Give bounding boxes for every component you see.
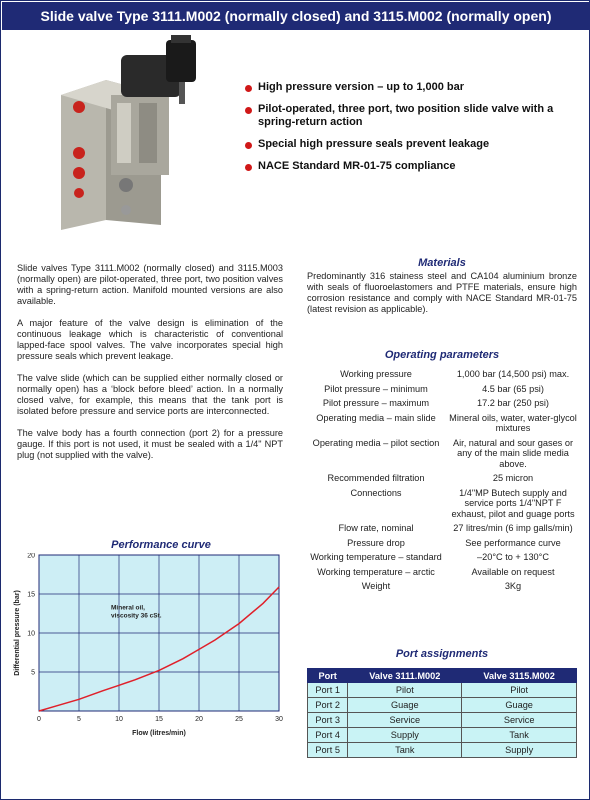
table-header-cell: Port xyxy=(308,669,348,683)
table-cell: Port 1 xyxy=(308,683,348,698)
ports-heading: Port assignments xyxy=(395,648,489,660)
parameter-label: Connections xyxy=(350,487,402,498)
table-cell: Pilot xyxy=(462,683,577,698)
y-axis-label: Differential pressure (bar) xyxy=(14,590,21,676)
parameter-value: 4.5 bar (65 psi) xyxy=(482,383,544,394)
description-paragraph: The valve slide (which can be supplied either normally closed or normally open) has a ‘block before bleed’ action. In a normally closed valve, for example, this means that the tank port is isolated before pressure and service ports are interconnected. xyxy=(17,373,283,416)
feature-list xyxy=(245,81,575,182)
table-header-cell: Valve 3115.M002 xyxy=(462,669,577,683)
table-cell: Port 4 xyxy=(308,728,348,743)
bullet-dot-icon xyxy=(245,85,252,92)
parameter-value: 25 micron xyxy=(492,473,534,483)
table-row xyxy=(308,743,577,758)
page-title: Slide valve Type 3111.M002 (normally closed) and 3115.M002 (normally open) xyxy=(2,2,590,30)
feature-item: Pilot-operated, three port, two position slide valve with a spring-return action xyxy=(245,103,575,129)
parameter-label: Pressure drop xyxy=(347,537,405,548)
x-tick-label: 5 xyxy=(77,716,81,723)
table-row xyxy=(308,683,577,698)
parameter-label: Weight xyxy=(361,581,391,591)
parameter-row xyxy=(307,438,577,470)
parameter-row xyxy=(307,384,577,395)
parameter-value: 27 litres/min (6 imp galls/min) xyxy=(453,523,573,533)
table-cell: Supply xyxy=(348,728,462,743)
table-row xyxy=(308,728,577,743)
parameter-value: –20°C to + 130°C xyxy=(477,552,549,562)
x-tick-label: 10 xyxy=(115,716,123,723)
table-cell: Guage xyxy=(462,698,577,713)
chart-annotation: Mineral oil, xyxy=(111,604,145,612)
feature-item: NACE Standard MR-01-75 compliance xyxy=(245,160,575,173)
parameter-label: Pilot pressure – maximum xyxy=(322,398,430,408)
bullet-dot-icon xyxy=(245,142,252,149)
parameter-value: 1,000 bar (14,500 psi) max. xyxy=(456,369,570,379)
materials-heading: Materials xyxy=(418,257,466,269)
table-cell: Service xyxy=(348,713,462,728)
x-tick-label: 25 xyxy=(235,716,243,723)
parameter-label: Working temperature – standard xyxy=(310,552,442,562)
parameter-row xyxy=(307,523,577,534)
table-cell: Supply xyxy=(462,743,577,758)
table-header-cell: Valve 3111.M002 xyxy=(348,669,462,683)
y-tick-label: 5 xyxy=(31,669,35,677)
parameter-row xyxy=(307,581,577,592)
parameter-value: 17.2 bar (250 psi) xyxy=(476,398,549,408)
parameter-label: Recommended filtration xyxy=(327,473,425,483)
chart-annotation: viscosity 36 cSt. xyxy=(111,612,162,620)
table-cell: Guage xyxy=(348,698,462,713)
table-cell: Tank xyxy=(348,743,462,758)
parameter-value: Air, natural and sour gases or any of the main slide media above. xyxy=(452,437,573,469)
performance-chart-svg xyxy=(9,553,293,739)
bullet-dot-icon xyxy=(245,107,252,114)
performance-chart xyxy=(9,539,293,739)
parameter-label: Operating media – pilot section xyxy=(312,437,440,448)
y-tick-label: 15 xyxy=(27,591,35,599)
x-tick-label: 0 xyxy=(37,716,41,723)
feature-item: Special high pressure seals prevent leakage xyxy=(245,138,575,151)
chart-title: Performance curve xyxy=(111,539,211,551)
x-tick-label: 20 xyxy=(195,716,203,723)
port-table xyxy=(307,668,577,758)
feature-item: High pressure version – up to 1,000 bar xyxy=(245,81,575,94)
parameter-row xyxy=(307,413,577,434)
table-header-row xyxy=(308,669,577,683)
table-row xyxy=(308,698,577,713)
parameter-label: Pilot pressure – minimum xyxy=(324,383,428,394)
x-tick-label: 30 xyxy=(275,716,283,723)
parameter-value: Mineral oils, water, water-glycol mixtures xyxy=(449,412,577,433)
port-assignments xyxy=(307,648,577,758)
parameter-row xyxy=(307,488,577,520)
materials-text: Predominantly 316 stainess steel and CA104 aluminium bronze with seals of fluoroelastomers and PTFE materials, ensure high corrosion resistance and comply with NACE Standard MR-01-75 (latest revision as applicable). xyxy=(307,271,577,314)
valve-product-image xyxy=(51,35,221,235)
parameter-value: 3Kg xyxy=(504,581,522,591)
parameter-row xyxy=(307,398,577,409)
parameter-row xyxy=(307,552,577,563)
parameter-value: Available on request xyxy=(471,566,555,577)
parameter-value: 1/4"MP Butech supply and service ports 1/4"NPT F exhaust, pilot and guage ports xyxy=(451,487,575,519)
parameter-label: Flow rate, nominal xyxy=(338,523,414,533)
parameter-label: Working temperature – arctic xyxy=(317,566,435,577)
table-cell: Port 3 xyxy=(308,713,348,728)
description-paragraph: Slide valves Type 3111.M002 (normally closed) and 3115.M003 (normally open) are pilot-operated, three port, two position valves with a spring-return action. Manifold mounted versions are also available. xyxy=(17,263,283,306)
parameter-row xyxy=(307,567,577,578)
materials-section xyxy=(307,257,577,315)
y-tick-label: 20 xyxy=(27,553,35,560)
parameter-row xyxy=(307,369,577,380)
table-cell: Port 5 xyxy=(308,743,348,758)
parameter-row xyxy=(307,473,577,484)
table-cell: Tank xyxy=(462,728,577,743)
parameter-list xyxy=(307,369,577,592)
operating-parameters xyxy=(307,349,577,596)
y-tick-label: 10 xyxy=(27,630,35,638)
description-paragraph: A major feature of the valve design is elimination of the continuous leakage which is characteristic of conventional lapped-face spool valves. The valve incorporates special high pressure seals which prevent leakage. xyxy=(17,318,283,361)
operating-heading: Operating parameters xyxy=(384,349,500,361)
x-axis-label: Flow (litres/min) xyxy=(132,730,186,737)
parameter-value: See performance curve xyxy=(465,537,561,548)
table-cell: Port 2 xyxy=(308,698,348,713)
table-cell: Pilot xyxy=(348,683,462,698)
parameter-label: Operating media – main slide xyxy=(316,412,436,423)
table-row xyxy=(308,713,577,728)
x-tick-label: 15 xyxy=(155,716,163,723)
parameter-label: Working pressure xyxy=(340,369,412,379)
description-column xyxy=(17,263,283,472)
table-cell: Service xyxy=(462,713,577,728)
parameter-row xyxy=(307,538,577,549)
bullet-dot-icon xyxy=(245,164,252,171)
description-paragraph: The valve body has a fourth connection (port 2) for a pressure gauge. If this port is not used, it must be sealed with a 1/4" NPT plug (not supplied with the valve). xyxy=(17,428,283,460)
